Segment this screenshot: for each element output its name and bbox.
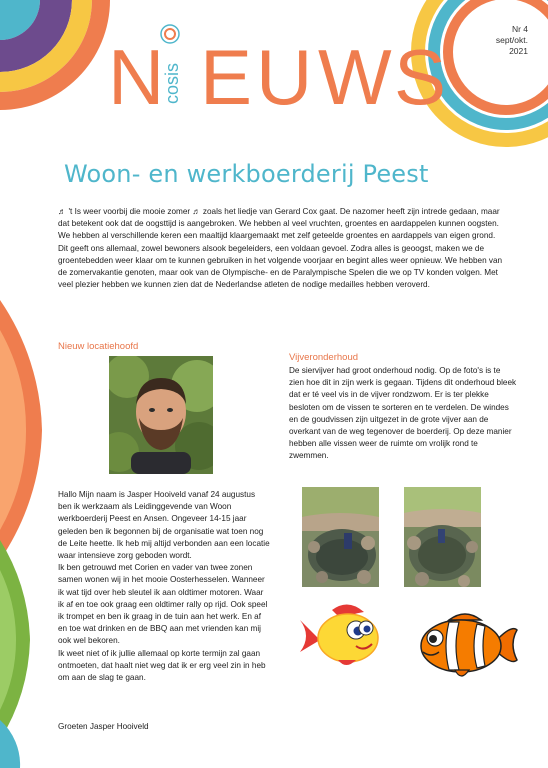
pond-photo-1: [302, 487, 379, 587]
issue-number: Nr 4: [511, 24, 528, 34]
greeting-signature: Groeten Jasper Hooiveld: [58, 722, 149, 731]
masthead-letter-u: U: [256, 33, 313, 121]
pond-photo-2: [404, 487, 481, 587]
intro-paragraph: ♬ 't Is weer voorbij die mooie zomer ♬ zoals het liedje van Gerard Cox gaat. De nazomer heeft zijn intrede gedaan, maar dat betekent ook dat de oogsttijd is aangebroken. We hebben al veel vruchten, groentes en aardappelen kunnen oogsten. We hebben al verschillende keren een maaltijd klaargemaakt met zelf geteelde groentes en aardappels van eigen grond. Dit geeft ons allemaal, zowel bewoners alsook begeleiders, een voldaan gevoel. Zodra alles is geoogst, maken we de groentebedden weer klaar om te kunnen gebruiken in het volgende voorjaar en begint alles weer opnieuw. We hebben van de zomervakantie genoten, maar ook van de Olympische- en de Paralympische Spelen die we op TV konden volgen. Met veel plezier hebben we kunnen zien dat de Nederlandse atleten de nodige medailles hebben veroverd.: [58, 207, 503, 290]
masthead-title: [0, 0, 548, 130]
section-heading-new-manager: Nieuw locatiehoofd: [58, 341, 139, 352]
article-title: Woon- en werkboerderij Peest: [64, 160, 429, 188]
masthead-letter-e: E: [200, 33, 253, 121]
pond-maintenance-text: De siervijver had groot onderhoud nodig. Op de foto's is te zien hoe dit in zijn werk is gegaan. Tijdens dit onderhoud bleek dat er té veel vis in de vijver rondzwom. Er is ter plekke besloten om de vissen te sorteren en te verdelen. De windes en de goudvissen zijn uitgezet in de grote vijver aan de overkant van de weg tegenover de boerderij. Op deze manier hebben alle vissen weer de ruimte om vrolijk rond te zwemmen.: [289, 366, 517, 461]
manager-introduction-text: Hallo Mijn naam is Jasper Hooiveld vanaf 24 augustus ben ik werkzaam als Leidinggevende van Woon werkboerderij Peest en Ansen. Ongeveer 14-15 jaar geleden ben ik begonnen bij de organisatie wat toen nog de Leite heette. Ik heb mij altijd verbonden aan een locatie waar intensieve zorg geboden wordt. Ik ben getrouwd met Corien en vader van twee zonen samen wonen wij in het mooie Oosterhesselen. Wanneer ik wat tijd over heb sleutel ik aan oldtimer motoren. Waar ik af en toe ook graag een oldtimer rally op rijd. Ook speel ik trompet en ben ik graag in de tuin aan het werk. En af en toe wat drinken en de BBQ aan met vrienden kan mij ook wel bekoren. Ik weet niet of ik jullie allemaal op korte termijn zal gaan ontmoeten, dat haalt niet weg dat ik er erg veel zin in heb om aan de slag te gaan.: [58, 490, 270, 683]
masthead: [0, 0, 548, 130]
issue-info: [496, 24, 528, 57]
section-heading-pond-maintenance: Vijveronderhoud: [289, 352, 359, 363]
yellow-cartoon-fish: [298, 600, 382, 672]
portrait-photo: [109, 356, 213, 474]
masthead-letter-s: S: [394, 33, 447, 121]
issue-period: sept/okt.: [495, 35, 528, 45]
logo-text: cosis: [162, 62, 182, 104]
masthead-letter-n: N: [108, 33, 165, 121]
clownfish-cartoon: [415, 606, 519, 684]
issue-year: 2021: [509, 46, 528, 56]
masthead-letter-w: W: [318, 33, 392, 121]
